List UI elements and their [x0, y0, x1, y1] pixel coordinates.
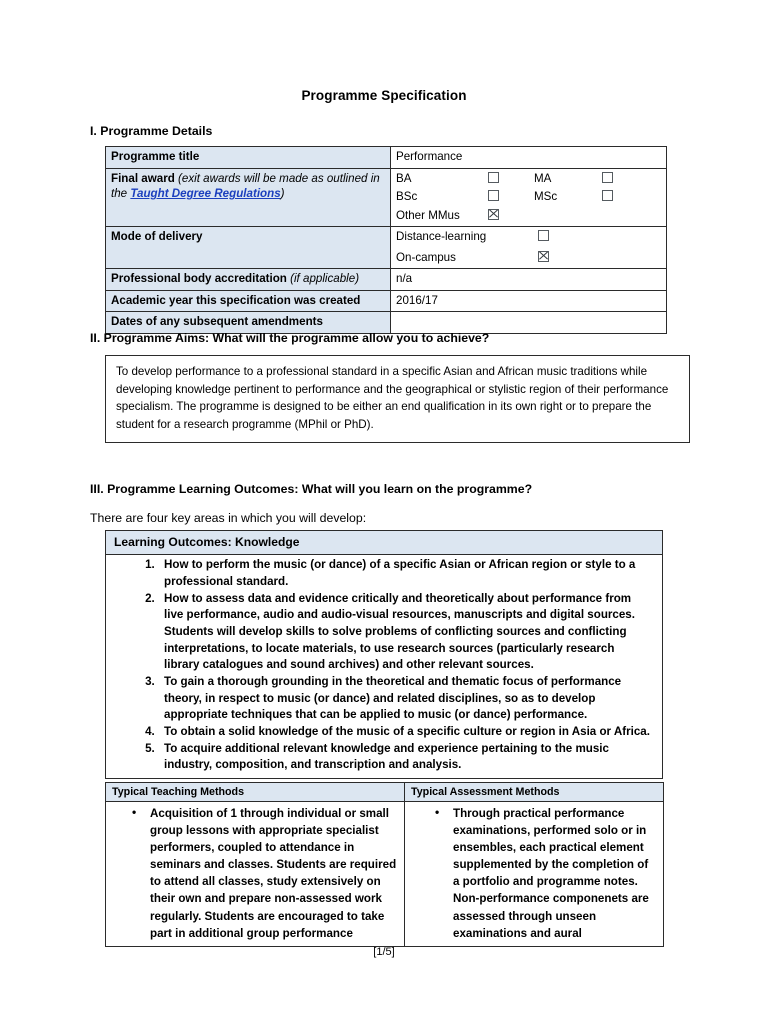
award-checkbox-ba[interactable] [488, 172, 499, 183]
typical-teaching-methods-cell [106, 802, 405, 946]
accreditation-label-note: (if applicable) [286, 272, 360, 286]
page-title: Programme Specification [301, 88, 467, 103]
award-label-other-mmus: Other MMus [396, 208, 460, 222]
learning-outcomes-header: Learning Outcomes: Knowledge [106, 531, 663, 555]
programme-aims-table [105, 355, 690, 443]
award-checkbox-msc[interactable] [602, 190, 613, 201]
table-row [106, 555, 663, 779]
learning-outcomes-list-cell [106, 555, 663, 779]
award-label-bsc: BSc [396, 190, 418, 204]
amendments-label: Dates of any subsequent amendments [106, 312, 391, 334]
award-label-msc: MSc [534, 190, 558, 204]
table-row [106, 531, 663, 555]
academic-year-value: 2016/17 [391, 290, 667, 312]
page-footer: [1/5] [373, 946, 395, 958]
list-item: 3. To gain a thorough grounding in the theoretical and thematic focus of performance theory, in respect to music (or dance) and related disciplines, so as to develop appropriate techniques that can be applied to music (or dance) performance. [158, 674, 652, 724]
award-checkbox-ma[interactable] [602, 172, 613, 183]
programme-title-value: Performance [391, 147, 667, 169]
section-heading-one: I. Programme Details [90, 124, 213, 138]
academic-year-label: Academic year this specification was created [106, 290, 391, 312]
typical-assessment-methods-cell [405, 802, 664, 946]
table-row [106, 356, 690, 443]
table-row [106, 802, 664, 946]
mode-checkbox-distance-learning[interactable] [538, 230, 549, 241]
accreditation-label [106, 269, 391, 291]
assessment-methods-list [405, 805, 659, 941]
award-checkbox-other-mmus[interactable] [488, 209, 499, 220]
programme-aims-body: To develop performance to a professional standard in a specific Asian and African music traditions while developing knowledge pertinent to performance and the geographical or stylistic region of their performance specialism. The programme is designed to be either an end qualification in its own right or to prepare the student for a research programme (MPhil or PhD). [106, 356, 690, 443]
list-item: 1. How to perform the music (or dance) of a specific Asian or African region or style to a professional standard. [158, 557, 652, 590]
mode-checkbox-on-campus[interactable] [538, 251, 549, 262]
table-row [106, 147, 667, 169]
mode-of-delivery-options [391, 227, 667, 269]
mode-label-distance-learning: Distance-learning [396, 230, 487, 244]
list-item: 4. To obtain a solid knowledge of the music of a specific culture or region in Asia or Africa. [158, 724, 652, 741]
table-row [106, 168, 667, 227]
learning-outcomes-intro: There are four key areas in which you will develop: [90, 511, 367, 525]
learning-outcomes-table [105, 530, 663, 779]
typical-methods-table [105, 782, 664, 947]
typical-assessment-methods-header: Typical Assessment Methods [405, 783, 664, 802]
table-row [106, 227, 667, 269]
final-award-options [391, 168, 667, 227]
list-item: • Acquisition of 1 through individual or small group lessons with appropriate specialist performers, coupled to attendance in seminars and classes. Students are required to attend all classes, study extensively on their own and prepare non-assessed work regularly. Students are encouraged to take part in additional group performance [132, 805, 398, 941]
section-heading-two: II. Programme Aims: What will the programme allow you to achieve? [90, 331, 490, 345]
final-award-note-pre: (exit awards will be made as outlined in the [111, 171, 380, 201]
final-award-note-post: ) [280, 187, 285, 201]
final-award-label-text: Final award [111, 171, 175, 185]
award-label-ma: MA [534, 171, 552, 185]
list-item: 5. To acquire additional relevant knowledge and experience pertaining to the music industry, composition, and transcription and analysis. [158, 741, 652, 774]
table-row [106, 290, 667, 312]
table-row [106, 269, 667, 291]
award-label-ba: BA [396, 171, 412, 185]
final-award-label [106, 168, 391, 227]
award-checkbox-grid [396, 171, 661, 224]
table-row [106, 783, 664, 802]
mode-checkbox-grid [396, 229, 661, 265]
mode-of-delivery-label: Mode of delivery [106, 227, 391, 269]
taught-degree-regulations-link[interactable]: Taught Degree Regulations [130, 187, 281, 201]
teaching-methods-list [106, 805, 400, 941]
mode-label-on-campus: On-campus [396, 250, 456, 264]
award-checkbox-bsc[interactable] [488, 190, 499, 201]
learning-outcomes-list [106, 557, 656, 774]
list-item: 2. How to assess data and evidence critically and theoretically about performance from live performance, audio and audio-visual resources, manuscripts and digital sources. Students will develop skills to solve problems of conflicting sources and conflicting interpretations, to locate materials, to use research sources (particularly research library catalogues and sound archives) and other relevant sources. [158, 591, 652, 674]
programme-details-table [105, 146, 667, 334]
list-item: • Through practical performance examinations, performed solo or in ensembles, each practical element supplemented by the completion of a portfolio and programme notes. Non-performance componenets are assessed through unseen examinations and aural [435, 805, 657, 941]
programme-title-label: Programme title [106, 147, 391, 169]
accreditation-label-text: Professional body accreditation [111, 272, 287, 286]
typical-teaching-methods-header: Typical Teaching Methods [106, 783, 405, 802]
accreditation-value: n/a [391, 269, 667, 291]
section-heading-three: III. Programme Learning Outcomes: What will you learn on the programme? [90, 482, 533, 496]
